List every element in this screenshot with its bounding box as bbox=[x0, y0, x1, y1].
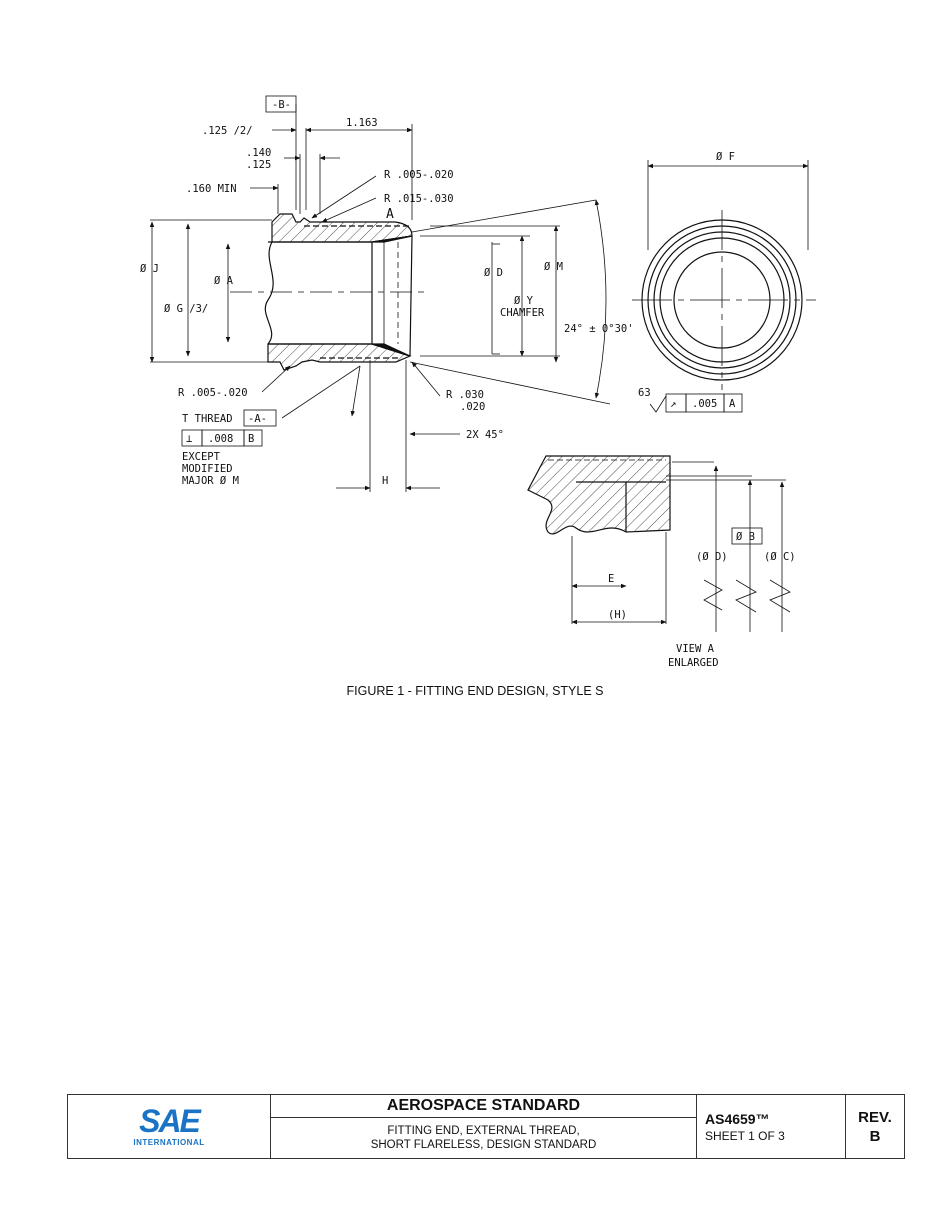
label-runout-datum: A bbox=[729, 398, 736, 410]
label-r-020: .020 bbox=[460, 401, 486, 413]
label-r-015-030: R .015-.030 bbox=[384, 193, 454, 205]
label-major-m: MAJOR Ø M bbox=[182, 475, 239, 487]
label-dim-1163: 1.163 bbox=[346, 117, 378, 129]
label-r-005-020-bot: R .005-.020 bbox=[178, 387, 248, 399]
label-dia-y: Ø Y bbox=[514, 295, 533, 307]
description-line-2: SHORT FLARELESS, DESIGN STANDARD bbox=[370, 1139, 597, 1151]
label-perp-symbol: ⊥ bbox=[186, 433, 193, 445]
label-perp-tol: .008 bbox=[208, 433, 234, 445]
end-view bbox=[632, 160, 816, 390]
label-dia-m: Ø M bbox=[544, 261, 563, 273]
rev-label: REV. bbox=[858, 1108, 892, 1126]
label-view-a: VIEW A bbox=[676, 643, 714, 655]
label-r-005-020-top: R .005-.020 bbox=[384, 169, 454, 181]
sae-logo bbox=[68, 1095, 271, 1158]
label-perp-datum: B bbox=[248, 433, 255, 445]
figure-caption: FIGURE 1 - FITTING END DESIGN, STYLE S bbox=[346, 684, 604, 698]
doc-number: AS4659™ bbox=[705, 1110, 770, 1127]
label-chamfer-2x45: 2X 45° bbox=[466, 429, 504, 441]
logo-text: SAE bbox=[139, 1103, 199, 1139]
label-dia-d: Ø D bbox=[484, 267, 503, 279]
dimension-lines bbox=[152, 96, 742, 492]
rev-value: B bbox=[869, 1127, 881, 1145]
label-angle-24: 24° ± 0°30' bbox=[564, 323, 634, 335]
description-line-1: FITTING END, EXTERNAL THREAD, bbox=[387, 1125, 580, 1137]
label-paren-d: (Ø D) bbox=[696, 551, 728, 563]
label-datum-b: -B- bbox=[272, 99, 291, 111]
label-dim-125: .125 bbox=[246, 159, 272, 171]
doc-number-cell bbox=[697, 1095, 846, 1158]
label-dia-a: Ø A bbox=[214, 275, 233, 287]
title-block-description bbox=[271, 1095, 697, 1158]
standard-type: AEROSPACE STANDARD bbox=[271, 1095, 696, 1118]
label-dim-h: H bbox=[382, 475, 389, 487]
label-enlarged: ENLARGED bbox=[668, 657, 719, 669]
view-a-detail bbox=[528, 456, 790, 632]
label-modified: MODIFIED bbox=[182, 463, 233, 475]
label-chamfer: CHAMFER bbox=[500, 307, 545, 319]
label-finish-63: 63 bbox=[638, 387, 651, 399]
label-runout-symbol: ↗ bbox=[670, 398, 677, 410]
label-view-a-marker: A bbox=[386, 207, 394, 222]
sheet-number: SHEET 1 OF 3 bbox=[705, 1128, 785, 1143]
label-dim-140: .140 bbox=[246, 147, 272, 159]
label-dia-f: Ø F bbox=[716, 151, 735, 163]
section-view bbox=[150, 214, 430, 370]
revision-cell bbox=[846, 1095, 904, 1158]
label-dia-j: Ø J bbox=[140, 263, 159, 275]
label-runout-tol: .005 bbox=[692, 398, 718, 410]
drawing-labels bbox=[140, 99, 796, 669]
label-dia-g3: Ø G /3/ bbox=[164, 303, 209, 315]
standard-description bbox=[271, 1118, 696, 1158]
title-block bbox=[67, 1094, 905, 1159]
label-t-thread: T THREAD bbox=[182, 413, 233, 425]
label-paren-h: (H) bbox=[608, 609, 627, 621]
logo-subtext: INTERNATIONAL bbox=[133, 1138, 205, 1147]
label-paren-c: (Ø C) bbox=[764, 551, 796, 563]
label-dim-125-2: .125 /2/ bbox=[202, 125, 253, 137]
label-r-030: R .030 bbox=[446, 389, 484, 401]
label-datum-a: -A- bbox=[248, 413, 267, 425]
label-dim-e: E bbox=[608, 573, 615, 585]
label-box-b-dia: Ø B bbox=[736, 531, 755, 543]
label-except: EXCEPT bbox=[182, 451, 220, 463]
label-dim-160min: .160 MIN bbox=[186, 183, 237, 195]
